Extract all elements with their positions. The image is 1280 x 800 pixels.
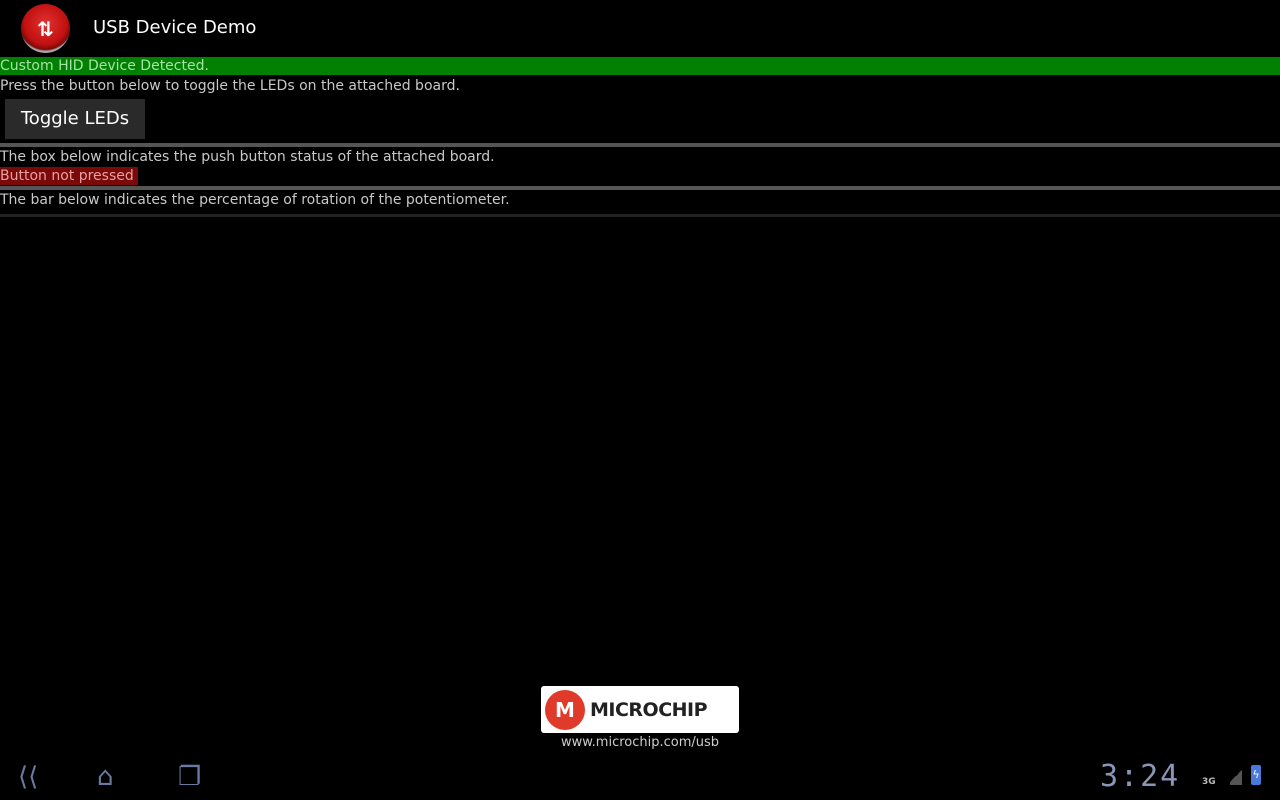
clock[interactable]: 3:24 [1100,759,1181,794]
led-instructions: Press the button below to toggle the LEDs on the attached board. [0,78,460,94]
app-icon: ⇅ [21,4,70,53]
device-status-banner: Custom HID Device Detected. [0,57,1280,75]
battery-charging-icon: ϟ [1251,765,1261,785]
microchip-logo [541,686,739,733]
back-icon[interactable]: ⟨⟨ [18,762,39,792]
microchip-url[interactable]: www.microchip.com/usb [560,735,720,750]
divider [0,143,1280,147]
logo-wordmark: MICROCHIP [590,698,708,721]
microchip-mark-icon: M [545,690,585,730]
app-title: USB Device Demo [93,17,257,38]
divider [0,186,1280,190]
network-type: 3G [1202,777,1216,787]
home-icon[interactable]: ⌂ [97,762,114,792]
recent-apps-icon[interactable]: ❐ [178,762,202,792]
button-instructions: The box below indicates the push button status of the attached board. [0,149,495,165]
toggle-leds-button[interactable]: Toggle LEDs [5,99,145,139]
potentiometer-instructions: The bar below indicates the percentage of rotation of the potentiometer. [0,192,510,208]
potentiometer-bar [0,214,1280,217]
signal-icon [1230,767,1242,785]
button-status-box: Button not pressed [0,167,138,185]
